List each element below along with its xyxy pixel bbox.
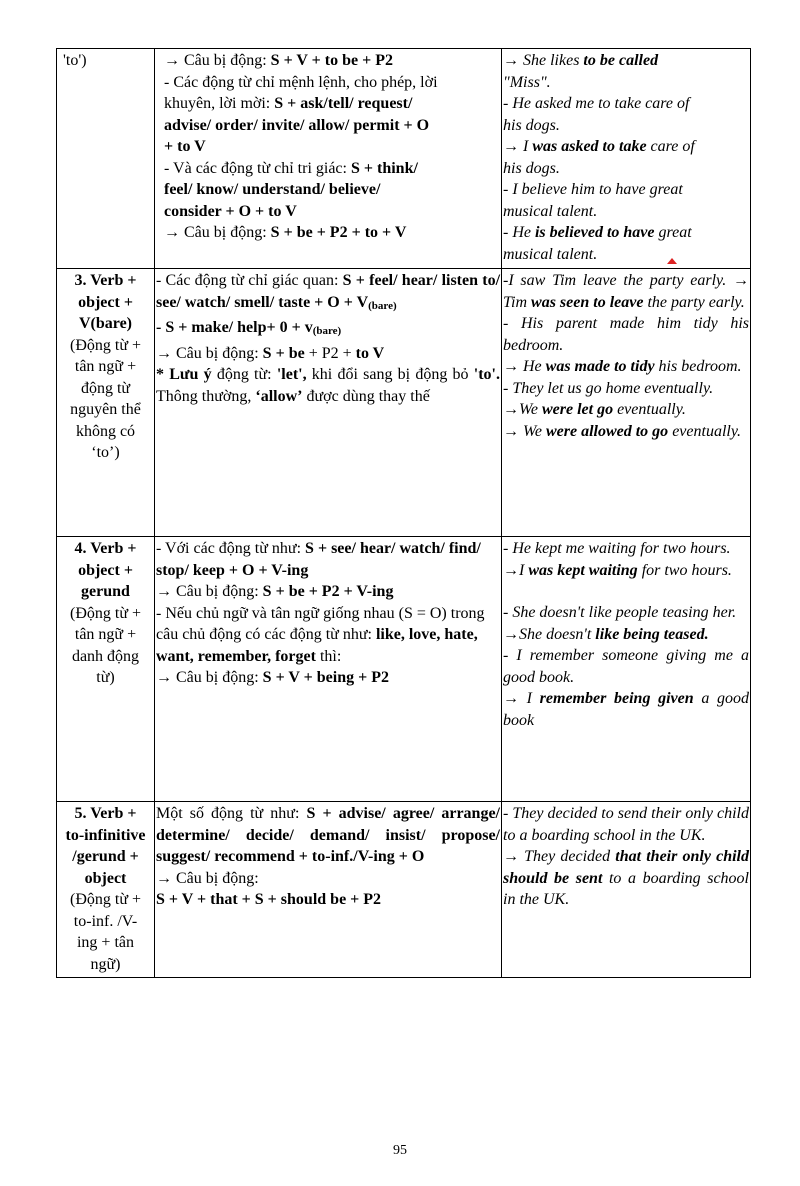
bold-text: S + advise/ agree/ arrange/ determine/ decide/ demand/ insist/ propose/ suggest/ recommend + to-inf./V-ing + O <box>156 805 500 865</box>
rule-cell <box>155 269 502 537</box>
bold-text: to V <box>355 344 385 362</box>
category-cell <box>57 49 155 269</box>
bold-text: is believed to have <box>534 224 655 241</box>
bold-text: S + think/ <box>350 159 418 177</box>
text-line <box>58 313 153 335</box>
text-paragraph: - She doesn't like people teasing her. <box>503 604 737 621</box>
bold-text: was made to tidy <box>545 358 655 375</box>
bold-text: + to V <box>164 138 206 155</box>
text-paragraph: →I was kept waiting for two hours. <box>503 561 732 579</box>
bold-text: * Lưu ý <box>156 366 212 383</box>
bold-text: S + be + P2 + to + V <box>270 224 407 241</box>
text-line <box>58 803 153 825</box>
text-paragraph: → We were allowed to go eventually. <box>503 422 742 440</box>
text-paragraph: * Lưu ý động từ: 'let', khi đổi sang bị động bỏ 'to'. Thông thường, ‘allow’ được dùng thay thế <box>156 366 500 405</box>
text-paragraph: - Nếu chủ ngữ và tân ngữ giống nhau (S = O) trong câu chủ động có các động từ như: like, love, hate, want, remember, forget thì: <box>156 604 485 665</box>
text-line: (Động từ + <box>69 604 142 622</box>
text-paragraph <box>156 317 500 343</box>
text-paragraph: - They decided to send their only child to a boarding school in the UK. <box>503 805 749 844</box>
bold-text: 4. Verb + <box>74 540 137 557</box>
table-row <box>57 269 751 537</box>
text-line: nguyên thể <box>70 401 141 418</box>
text-line: "Miss". <box>503 73 551 91</box>
text-line: to-inf. /V- <box>73 912 138 930</box>
text-paragraph: - Các động từ chỉ giác quan: S + feel/ hear/ listen to/ see/ watch/ smell/ taste + O + V(bare) <box>156 272 501 312</box>
bold-text: advise/ order/ invite/ allow/ permit + O <box>164 116 430 134</box>
text-paragraph: →She doesn't like being teased. <box>503 625 709 643</box>
bold-text: S + be <box>262 344 305 362</box>
example-cell <box>502 269 751 537</box>
text-line <box>58 868 153 890</box>
bold-text: gerund <box>81 583 130 600</box>
text-line: → I was asked to take care of <box>503 138 695 155</box>
annotation-marker <box>667 258 677 264</box>
bold-text: S + feel/ hear/ listen to/ see/ watch/ smell/ taste + O + V <box>156 272 501 311</box>
table-row <box>57 802 751 978</box>
text-paragraph: → He was made to tidy his bedroom. <box>503 358 742 375</box>
bold-subscript: (bare) <box>312 325 342 337</box>
bold-text: 3. Verb + <box>74 272 137 289</box>
bold-text: consider + O + to V <box>164 202 297 220</box>
example-cell <box>502 537 751 802</box>
bold-text: S + ask/tell/ request/ <box>274 95 413 112</box>
text-line: - He is believed to have great <box>503 224 692 241</box>
text-line: → Câu bị động: S + V + to be + P2 <box>164 52 393 69</box>
text-line: - Các động từ chỉ mệnh lệnh, cho phép, lời <box>164 73 438 91</box>
bold-text: remember being given <box>539 690 694 707</box>
bold-text: object + <box>78 293 133 311</box>
rule-cell <box>155 537 502 802</box>
text-paragraph: - Với các động từ như: S + see/ hear/ watch/ find/ stop/ keep + O + V-ing <box>156 540 481 579</box>
text-paragraph: →We were let go eventually. <box>503 401 686 418</box>
text-paragraph: -I saw Tim leave the party early. → Tim was seen to leave the party early. <box>503 272 749 311</box>
text-paragraph: - His parent made him tidy his bedroom. <box>503 315 749 354</box>
text-line: ‘to’) <box>91 444 120 461</box>
text-line <box>164 179 500 201</box>
text-line: (Động từ + <box>69 336 142 354</box>
text-line: tân ngữ + <box>74 358 137 375</box>
text-paragraph: - He kept me waiting for two hours. <box>503 540 731 557</box>
bold-text: S + V + that + S + should be + P2 <box>156 891 382 908</box>
text-paragraph: → I remember being given a good book <box>503 690 749 729</box>
bold-text: 'let', <box>276 366 307 383</box>
page-number: 95 <box>393 1143 407 1158</box>
text-line: → She likes to be called <box>503 52 659 69</box>
bold-text: like being teased. <box>595 625 709 643</box>
bold-text: were let go <box>541 401 614 418</box>
text-line: - Và các động từ chỉ tri giác: S + think/ <box>164 159 418 177</box>
table-row <box>57 537 751 802</box>
bold-text: 5. Verb + <box>74 805 137 822</box>
text-line: từ) <box>96 669 115 686</box>
bold-text: was kept waiting <box>528 561 638 579</box>
bold-text: to-infinitive <box>65 826 146 844</box>
category-text: 'to') <box>63 52 87 69</box>
bold-text: that their only child should be sent <box>503 848 749 887</box>
bold-text: V(bare) <box>78 315 133 332</box>
bold-text: ‘allow’ <box>255 387 303 405</box>
bold-text: S + be + P2 + V-ing <box>262 583 394 600</box>
category-cell <box>57 802 155 978</box>
text-line <box>164 201 500 223</box>
text-line <box>58 538 153 560</box>
text-line: musical talent. <box>503 202 598 220</box>
text-paragraph: → Câu bị động: <box>156 869 259 887</box>
text-line: (Động từ + <box>69 891 142 908</box>
text-line: - He asked me to take care of <box>503 95 690 112</box>
text-paragraph: → Câu bị động: S + V + being + P2 <box>156 669 390 686</box>
rule-cell <box>155 49 502 269</box>
text-line: - I believe him to have great <box>503 181 683 198</box>
bold-text: feel/ know/ understand/ believe/ <box>164 181 381 198</box>
text-line <box>58 825 153 847</box>
example-cell <box>502 802 751 978</box>
bold-text: to be called <box>583 52 659 69</box>
text-paragraph <box>503 581 749 602</box>
bold-text: S + V + being + P2 <box>262 669 390 686</box>
text-line: musical talent. <box>503 245 598 263</box>
text-line <box>58 270 153 292</box>
text-line: ing + tân <box>76 934 134 951</box>
text-paragraph: → Câu bị động: S + be + P2 + V-ing <box>156 583 394 600</box>
bold-text: 'to'. <box>473 366 500 383</box>
bold-text: /gerund + <box>72 848 139 865</box>
bold-text: was seen to leave <box>531 293 644 311</box>
text-line: danh động <box>71 647 140 665</box>
text-paragraph <box>156 889 500 911</box>
text-line: → Câu bị động: S + be + P2 + to + V <box>164 224 407 241</box>
bold-text: object <box>84 869 127 887</box>
bold-text: - S + make/ help+ 0 + v <box>156 319 313 336</box>
text-line: tân ngữ + <box>74 626 137 643</box>
text-line <box>58 292 153 314</box>
text-line <box>164 136 500 158</box>
bold-subscript: (bare) <box>368 299 397 312</box>
grammar-table <box>56 48 751 978</box>
bold-text: S + V + to be + P2 <box>270 52 393 69</box>
text-line <box>164 115 500 137</box>
category-cell <box>57 269 155 537</box>
text-line <box>58 846 153 868</box>
text-line: không có <box>75 422 136 440</box>
example-cell <box>502 49 751 269</box>
bold-text: like, love, hate, want, remember, forget <box>156 626 478 665</box>
text-paragraph: → They decided that their only child should be sent to a boarding school in the UK. <box>503 848 750 908</box>
bold-text: S + see/ hear/ watch/ find/ stop/ keep + O + V-ing <box>156 540 481 579</box>
text-line: ngữ) <box>90 955 121 973</box>
text-line: his dogs. <box>503 159 560 177</box>
bold-text: were allowed to go <box>545 422 669 440</box>
text-paragraph: → Câu bị động: S + be + P2 + to V <box>156 344 385 362</box>
text-line: khuyên, lời mời: S + ask/tell/ request/ <box>164 95 413 112</box>
table-row <box>57 49 751 269</box>
text-paragraph: Một số động từ như: S + advise/ agree/ arrange/ determine/ decide/ demand/ insist/ propose/ suggest/ recommend + to-inf./V-ing + O <box>156 805 500 865</box>
text-paragraph: - I remember someone giving me a good book. <box>503 647 749 686</box>
text-line: his dogs. <box>503 116 560 134</box>
bold-text: was asked to take <box>532 138 647 155</box>
category-cell <box>57 537 155 802</box>
text-line <box>58 560 153 582</box>
text-line <box>58 581 153 603</box>
rule-cell <box>155 802 502 978</box>
bold-text: object + <box>78 561 133 579</box>
text-line: động từ <box>80 379 131 397</box>
text-paragraph: - They let us go home eventually. <box>503 379 714 397</box>
